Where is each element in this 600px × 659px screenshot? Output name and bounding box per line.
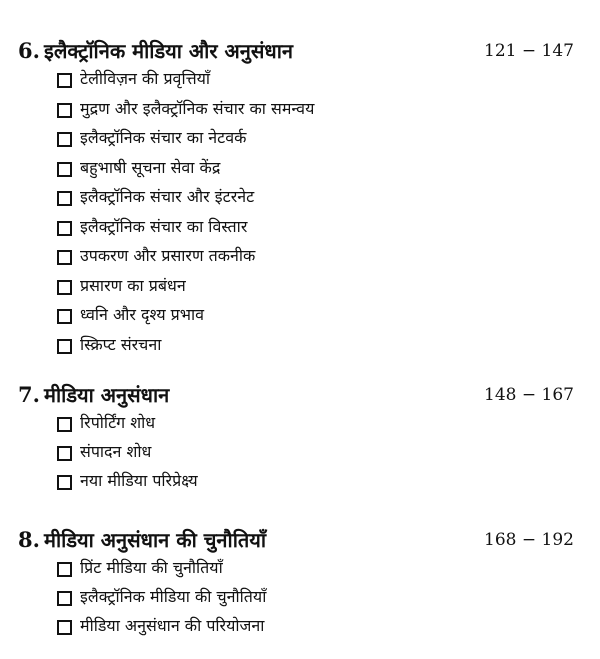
chapter-number: 8. [18,527,40,552]
checkbox-square-icon [57,280,72,295]
list-item [0,584,600,613]
topic-label: मुद्रण और इलैक्ट्रॉनिक संचार का समन्वय [80,98,315,118]
topic-label: टेलीविज़न की प्रवृत्तियाँ [80,69,211,88]
chapter-title: मीडिया अनुसंधान [44,383,170,407]
chapter-heading [0,525,600,555]
topic-list [0,410,600,497]
checkbox-square-icon [57,417,72,432]
topic-label: इलैक्ट्रॉनिक मीडिया की चुनौतियाँ [80,587,267,606]
list-item [0,439,600,468]
chapter-page-range: 168 − 192 [484,530,574,550]
chapter-7 [0,380,600,497]
topic-label: इलैक्ट्रॉनिक संचार का नेटवर्क [80,128,247,147]
chapter-page-range: 148 − 167 [484,385,574,405]
list-item [0,302,600,332]
list-item [0,125,600,155]
chapter-page-range: 121 − 147 [484,41,574,61]
list-item [0,66,600,96]
chapter-title: मीडिया अनुसंधान की चुनौतियाँ [44,528,267,552]
checkbox-square-icon [57,73,72,88]
chapter-heading [0,36,600,66]
chapter-heading [0,380,600,410]
checkbox-square-icon [57,446,72,461]
topic-label: मीडिया अनुसंधान की परियोजना [80,616,265,635]
checkbox-square-icon [57,191,72,206]
list-item [0,410,600,439]
checkbox-square-icon [57,221,72,236]
checkbox-square-icon [57,132,72,147]
list-item [0,613,600,642]
checkbox-square-icon [57,339,72,354]
list-item [0,468,600,497]
topic-list [0,555,600,642]
topic-label: प्रसारण का प्रबंधन [80,275,186,295]
checkbox-square-icon [57,475,72,490]
checkbox-square-icon [57,620,72,635]
checkbox-square-icon [57,562,72,577]
list-item [0,243,600,273]
list-item [0,214,600,244]
topic-list [0,66,600,361]
list-item [0,273,600,303]
list-item [0,96,600,126]
topic-label: बहुभाषी सूचना सेवा केंद्र [80,157,221,177]
topic-label: ध्वनि और दृश्य प्रभाव [80,305,205,324]
topic-label: रिपोर्टिंग शोध [80,413,156,432]
topic-label: इलैक्ट्रॉनिक संचार और इंटरनेट [80,187,255,206]
topic-label: प्रिंट मीडिया की चुनौतियाँ [80,558,223,577]
checkbox-square-icon [57,250,72,265]
checkbox-square-icon [57,591,72,606]
chapter-number: 7. [18,382,40,407]
checkbox-square-icon [57,103,72,118]
chapter-6 [0,36,600,361]
chapter-8 [0,525,600,642]
topic-label: उपकरण और प्रसारण तकनीक [80,246,256,265]
topic-label: संपादन शोध [80,442,152,461]
list-item [0,155,600,185]
list-item [0,555,600,584]
list-item [0,184,600,214]
list-item [0,332,600,362]
chapter-title: इलैक्ट्रॉनिक मीडिया और अनुसंधान [44,39,293,63]
topic-label: स्क्रिप्ट संरचना [80,334,162,354]
topic-label: नया मीडिया परिप्रेक्ष्य [80,471,198,490]
chapter-number: 6. [18,38,40,63]
topic-label: इलैक्ट्रॉनिक संचार का विस्तार [80,216,248,236]
checkbox-square-icon [57,309,72,324]
checkbox-square-icon [57,162,72,177]
